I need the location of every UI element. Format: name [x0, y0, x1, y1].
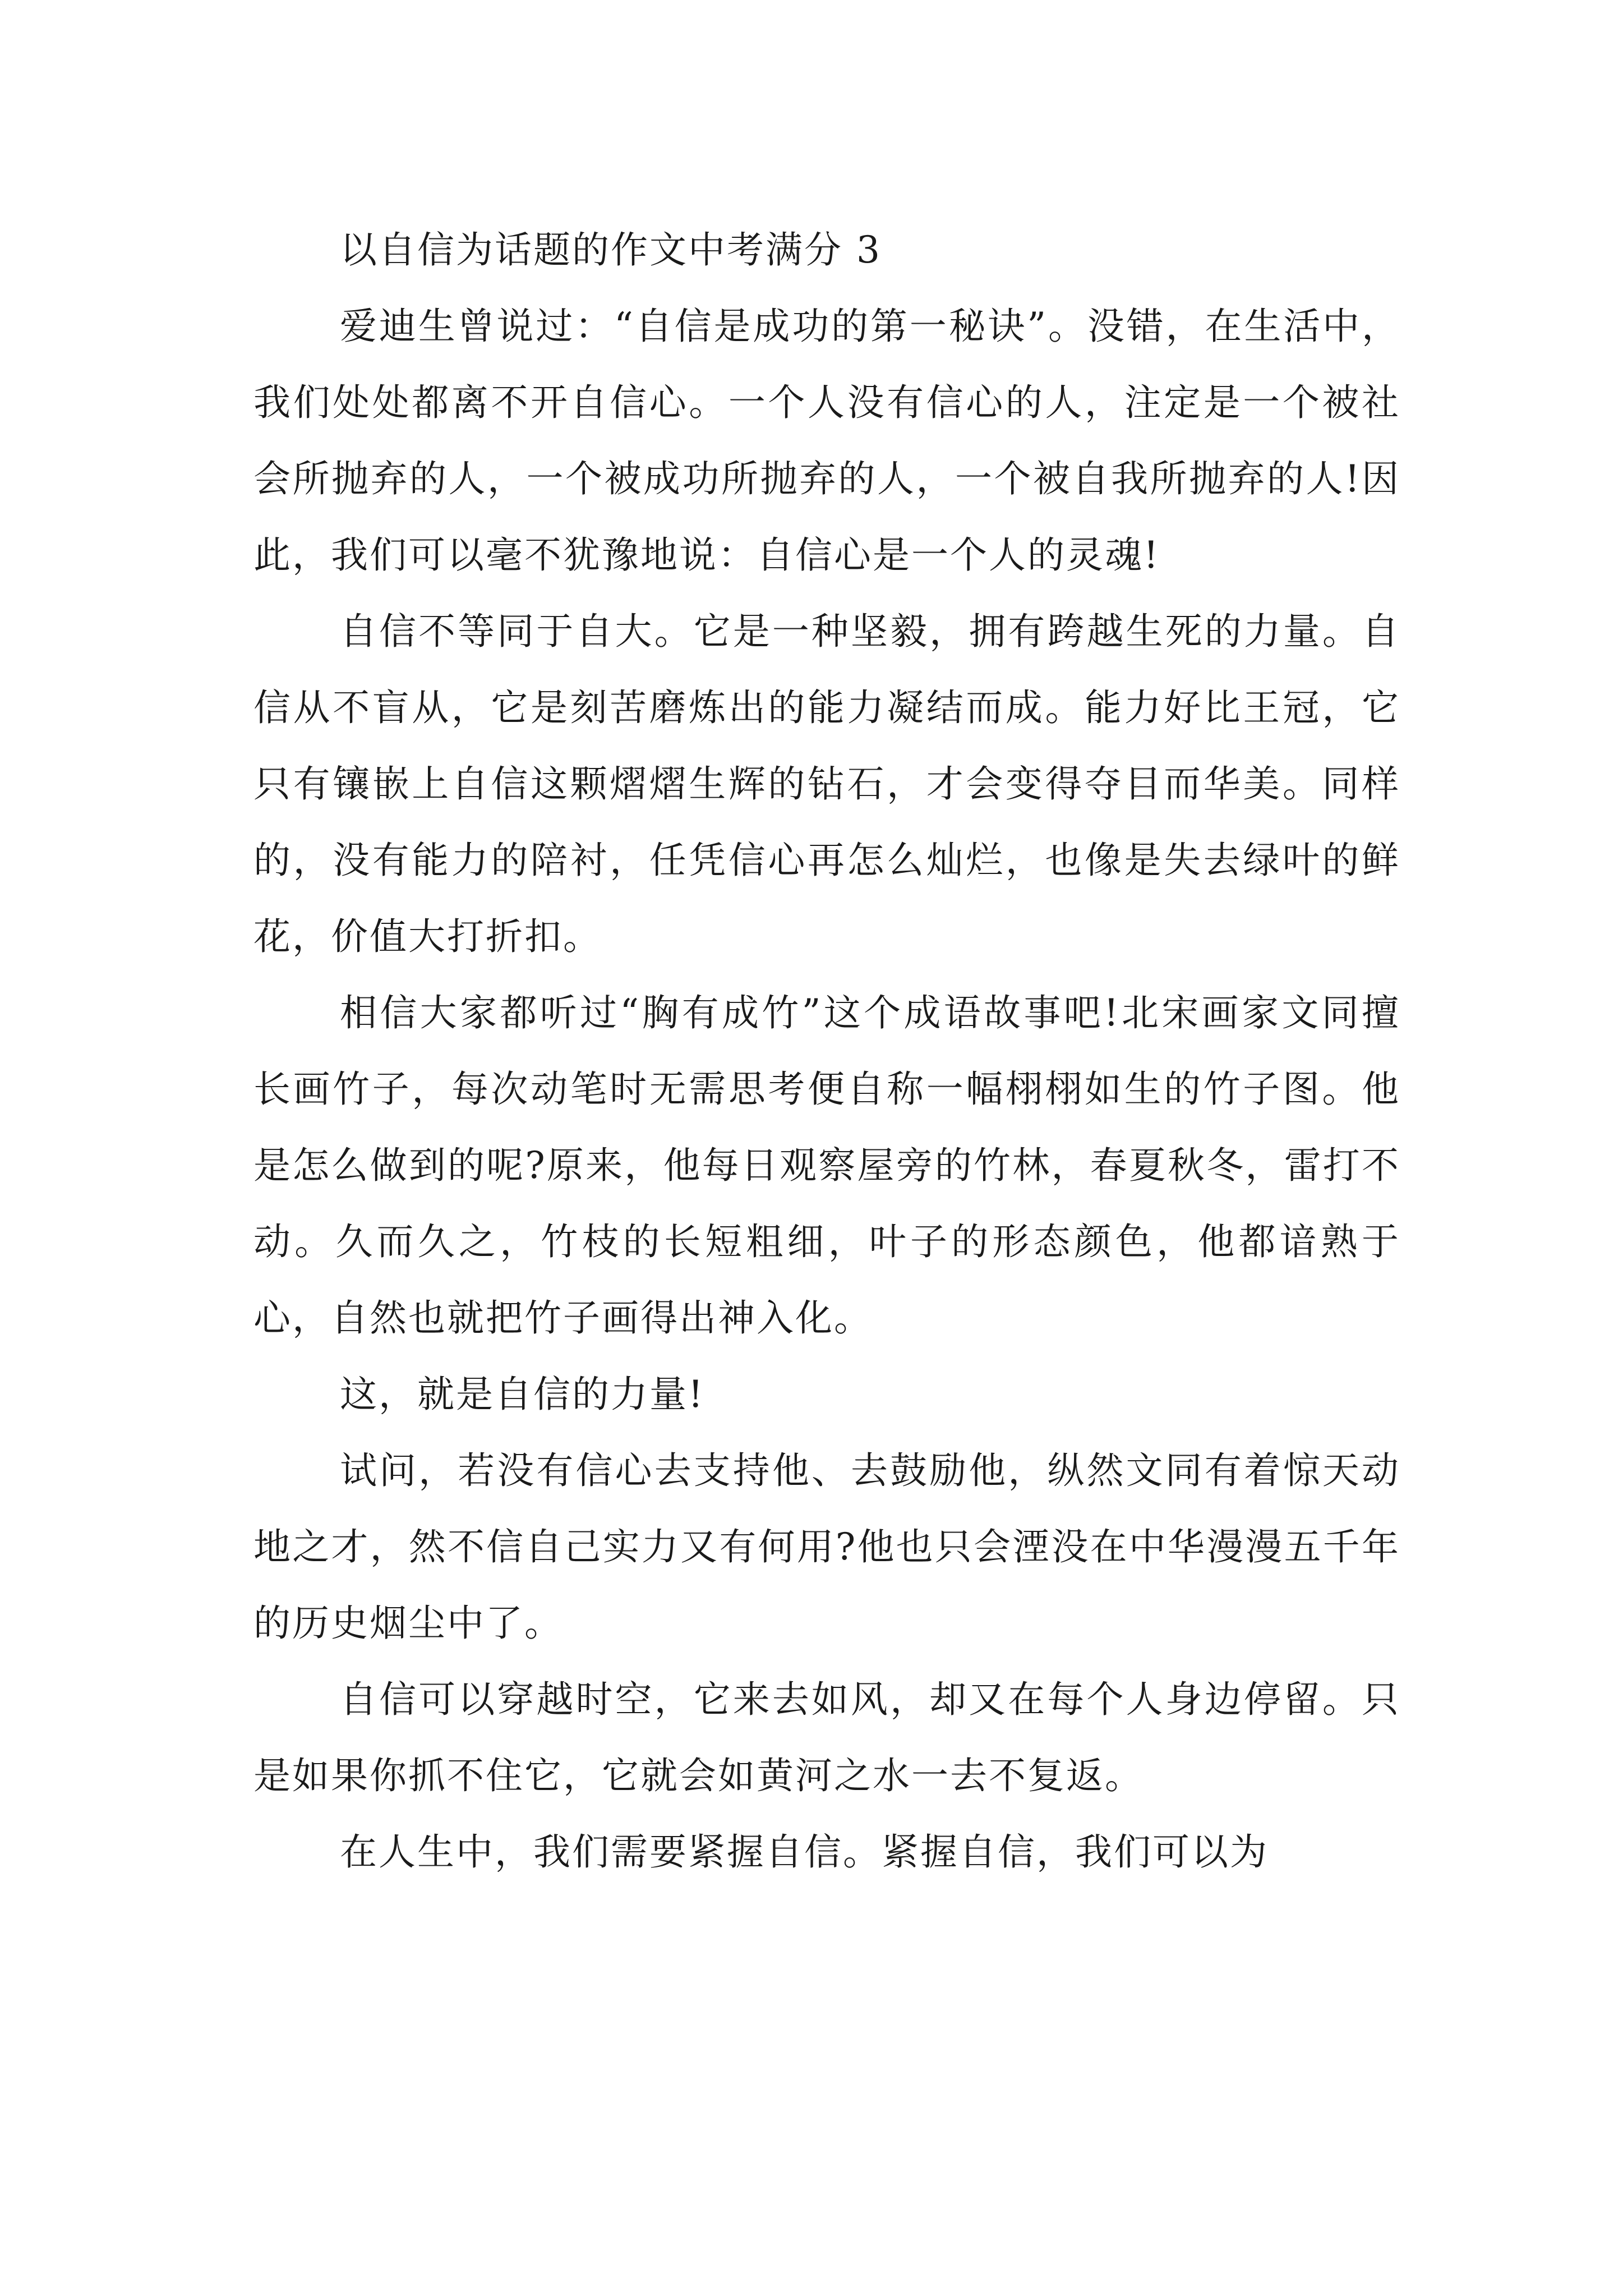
paragraph-1: 爱迪生曾说过：“自信是成功的第一秘诀”。没错，在生活中，我们处处都离不开自信心。一个人没有信心的人，注定是一个被社会所抛弃的人，一个被成功所抛弃的人，一个被自我所抛弃的人!因此，我们可以毫不犹豫地说：自信心是一个人的灵魂!	[253, 305, 1400, 577]
paragraph-4: 这，就是自信的力量!	[340, 1373, 705, 1416]
document-title: 以自信为话题的作文中考满分 3	[340, 228, 882, 272]
paragraph-3: 相信大家都听过“胸有成竹”这个成语故事吧!北宋画家文同擅长画竹子，每次动笔时无需思考便自称一幅栩栩如生的竹子图。他是怎么做到的呢?原来，他每日观察屋旁的竹林，春夏秋冬，雷打不动。久而久之，竹枝的长短粗细，叶子的形态颜色，他都谙熟于心，自然也就把竹子画得出神入化。	[253, 991, 1400, 1340]
document-page	[253, 212, 1400, 1890]
paragraph-6: 自信可以穿越时空，它来去如风，却又在每个人身边停留。只是如果你抓不住它，它就会如黄河之水一去不复返。	[253, 1678, 1400, 1797]
paragraph-7: 在人生中，我们需要紧握自信。紧握自信，我们可以为	[340, 1830, 1269, 1874]
paragraph-5: 试问，若没有信心去支持他、去鼓励他，纵然文同有着惊天动地之才，然不信自己实力又有何用?他也只会湮没在中华漫漫五千年的历史烟尘中了。	[253, 1449, 1400, 1645]
paragraph-2: 自信不等同于自大。它是一种坚毅，拥有跨越生死的力量。自信从不盲从，它是刻苦磨炼出的能力凝结而成。能力好比王冠，它只有镶嵌上自信这颗熠熠生辉的钻石，才会变得夺目而华美。同样的，没有能力的陪衬，任凭信心再怎么灿烂，也像是失去绿叶的鲜花，价值大打折扣。	[253, 610, 1400, 958]
